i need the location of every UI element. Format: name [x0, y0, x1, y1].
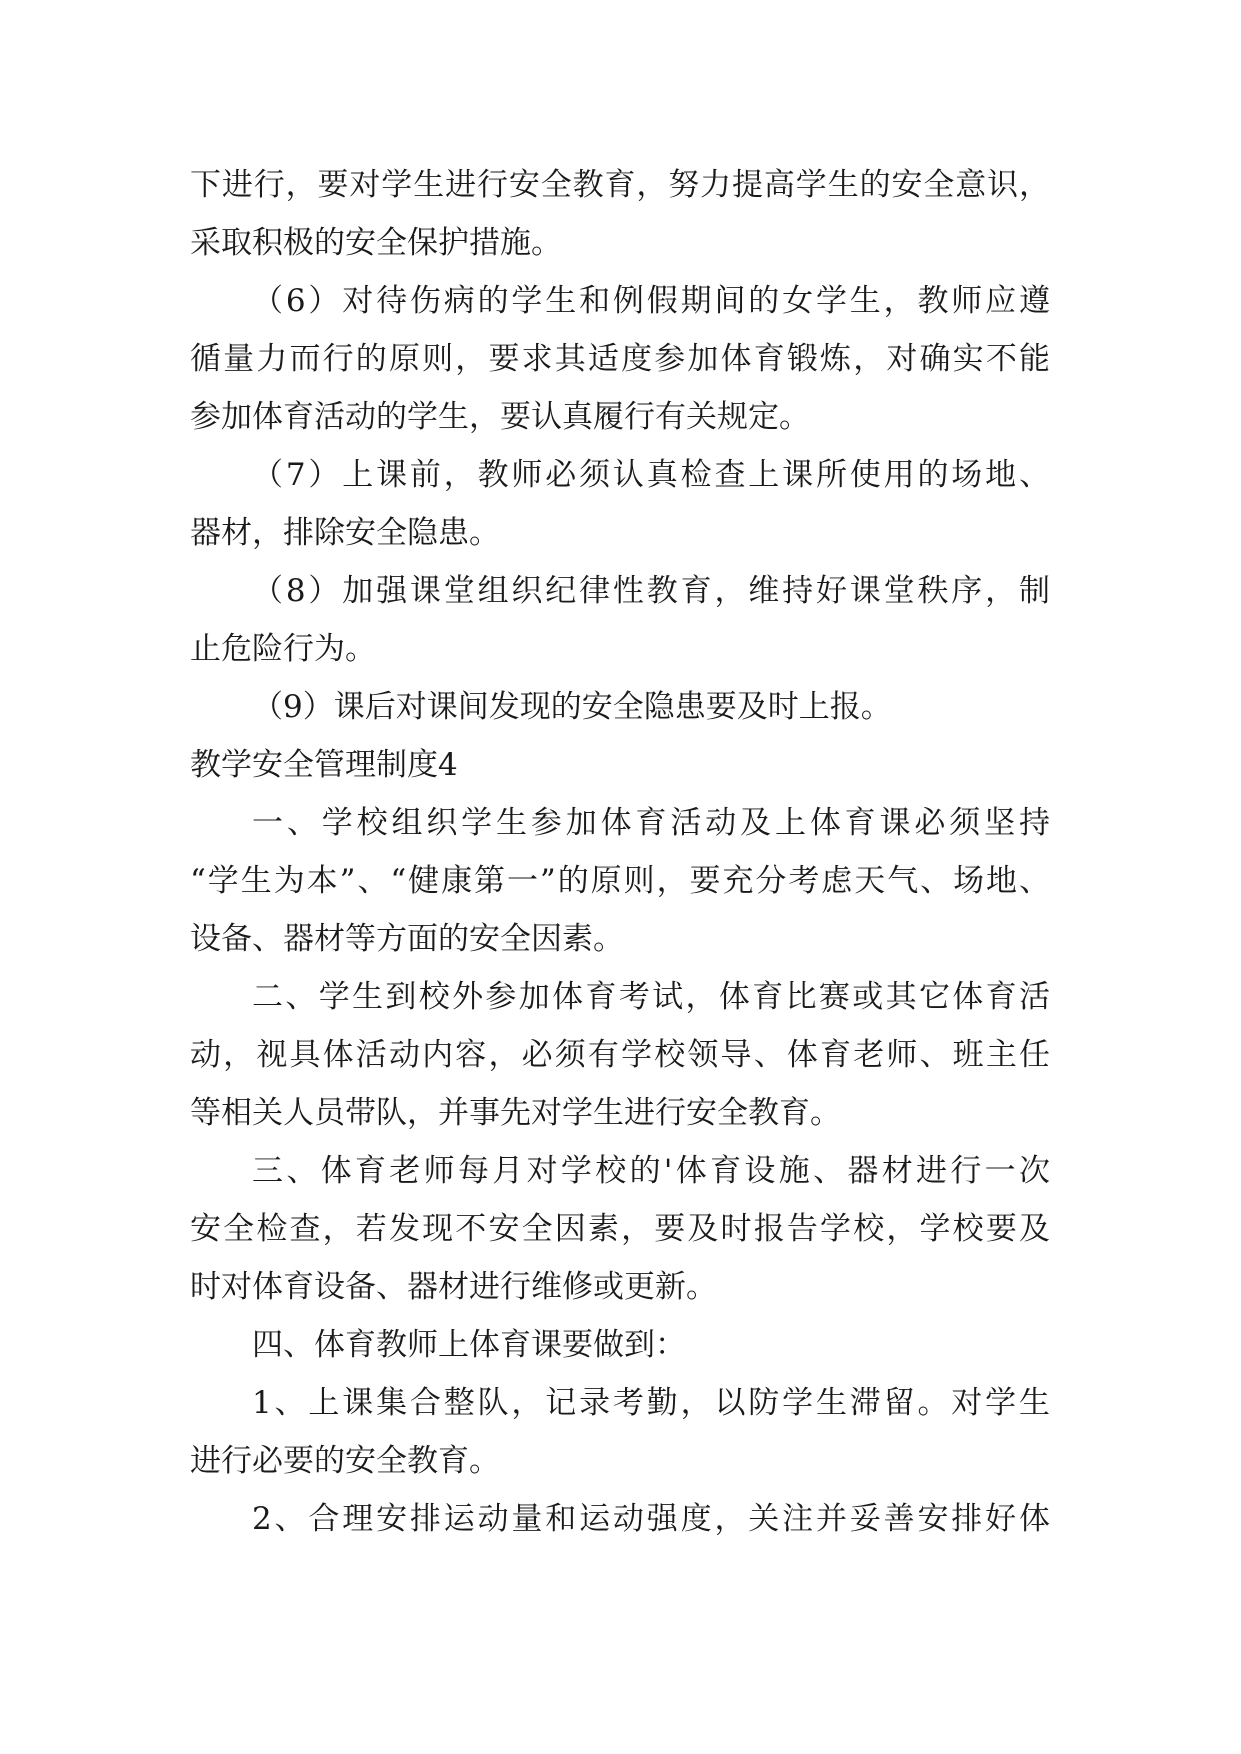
- text-line: 安全检查，若发现不安全因素，要及时报告学校，学校要及: [190, 1211, 1050, 1247]
- text-line: 进行必要的安全教育。: [190, 1443, 500, 1479]
- paragraph-start-line: 三、体育老师每月对学校的'体育设施、器材进行一次: [252, 1153, 1050, 1189]
- text-line: 等相关人员带队，并事先对学生进行安全教育。: [190, 1095, 841, 1131]
- text-line: 循量力而行的原则，要求其适度参加体育锻炼，对确实不能: [190, 341, 1050, 377]
- text-line: “学生为本”、“健康第一”的原则，要充分考虑天气、场地、: [190, 863, 1050, 899]
- paragraph-start-line: 二、学生到校外参加体育考试，体育比赛或其它体育活: [252, 979, 1050, 1015]
- section-heading: 教学安全管理制度4: [190, 747, 458, 783]
- paragraph-start-line: 四、体育教师上体育课要做到：: [252, 1327, 686, 1363]
- text-line: 参加体育活动的学生，要认真履行有关规定。: [190, 399, 810, 435]
- paragraph-start-line: 一、学校组织学生参加体育活动及上体育课必须坚持: [252, 805, 1050, 841]
- text-line: 设备、器材等方面的安全因素。: [190, 921, 624, 957]
- paragraph-start-line: （7）上课前，教师必须认真检查上课所使用的场地、: [252, 457, 1050, 493]
- text-line: 采取积极的安全保护措施。: [190, 225, 562, 261]
- text-line: 时对体育设备、器材进行维修或更新。: [190, 1269, 717, 1305]
- paragraph-start-line: （8）加强课堂组织纪律性教育，维持好课堂秩序，制: [252, 573, 1050, 609]
- text-line: 器材，排除安全隐患。: [190, 515, 500, 551]
- text-line: 止危险行为。: [190, 631, 376, 667]
- paragraph-start-line: 1、上课集合整队，记录考勤，以防学生滞留。对学生: [252, 1385, 1050, 1421]
- paragraph-start-line: （9）课后对课间发现的安全隐患要及时上报。: [252, 689, 892, 725]
- paragraph-start-line: （6）对待伤病的学生和例假期间的女学生，教师应遵: [252, 283, 1050, 319]
- text-line: 下进行，要对学生进行安全教育，努力提高学生的安全意识，: [190, 167, 1050, 203]
- text-line: 动，视具体活动内容，必须有学校领导、体育老师、班主任: [190, 1037, 1050, 1073]
- paragraph-start-line: 2、合理安排运动量和运动强度，关注并妥善安排好体: [252, 1501, 1050, 1537]
